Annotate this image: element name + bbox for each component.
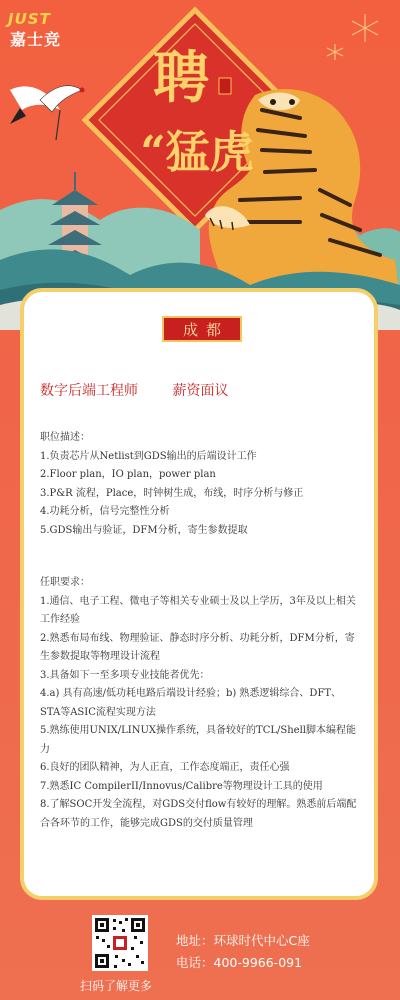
responsibilities-section bbox=[40, 429, 358, 540]
requirements-section bbox=[40, 574, 358, 833]
brand-logo-en: JUST bbox=[8, 10, 51, 28]
phone-text: 电话：400-9966-091 bbox=[176, 955, 303, 970]
requirement-item: 4.a) 具有高速/低功耗电路后端设计经验；b) 熟悉逻辑综合、DFT、STA等ASIC流程实现方法 bbox=[40, 688, 342, 718]
requirement-item: 2.熟悉布局布线、物理验证、静态时序分析、功耗分析，DFM分析，寄生参数提取等物理设计流程 bbox=[40, 632, 355, 662]
address-text: 地址：环球时代中心C座 bbox=[176, 933, 310, 948]
job-card bbox=[20, 288, 378, 900]
requirement-item: 8.了解SOC开发全流程，对GDS交付flow有较好的理解。熟悉前后端配合各环节的工作，能够完成GDS的交付质量管理 bbox=[40, 799, 357, 829]
responsibilities-heading: 职位描述： bbox=[40, 432, 90, 443]
job-title: 数字后端工程师 bbox=[40, 383, 138, 399]
hero-tiger-text: “猛虎 bbox=[140, 127, 254, 178]
qr-code[interactable] bbox=[92, 915, 148, 971]
responsibility-item: 3.P&R 流程，Place，时钟树生成，布线，时序分析与修正 bbox=[40, 487, 304, 499]
footer bbox=[0, 905, 400, 1000]
requirements-heading: 任职要求： bbox=[40, 577, 90, 588]
requirement-item: 7.熟悉IC CompilerII/Innovus/Calibre等物理设计工具的使用 bbox=[40, 780, 323, 792]
responsibility-item: 4.功耗分析，信号完整性分析 bbox=[40, 506, 170, 517]
requirement-item: 6.良好的团队精神，为人正直，工作态度端正，责任心强 bbox=[40, 762, 290, 773]
city-badge: 成都 bbox=[162, 316, 242, 342]
responsibility-item: 1.负责芯片从Netlist到GDS输出的后端设计工作 bbox=[40, 450, 257, 462]
requirement-item: 1.通信、电子工程、微电子等相关专业硕士及以上学历，3年及以上相关工作经验 bbox=[40, 595, 356, 625]
brand-logo-cn: 嘉士竞 bbox=[10, 30, 62, 49]
brand-logo bbox=[8, 10, 88, 50]
requirement-item: 3.具备如下一至多项专业技能者优先： bbox=[40, 669, 210, 681]
job-header bbox=[40, 380, 228, 400]
hero-main-character: 聘 bbox=[153, 45, 209, 111]
salary-label: 薪资面议 bbox=[172, 383, 229, 399]
crane-icon bbox=[10, 86, 85, 140]
responsibility-item: 5.GDS输出与验证，DFM分析，寄生参数提取 bbox=[40, 524, 248, 536]
responsibility-item: 2.Floor plan，IO plan，power plan bbox=[40, 469, 216, 480]
requirement-item: 5.熟练使用UNIX/LINUX操作系统，具备较好的TCL/Shell脚本编程能力 bbox=[40, 725, 356, 755]
qr-caption: 扫码了解更多 bbox=[80, 979, 153, 993]
